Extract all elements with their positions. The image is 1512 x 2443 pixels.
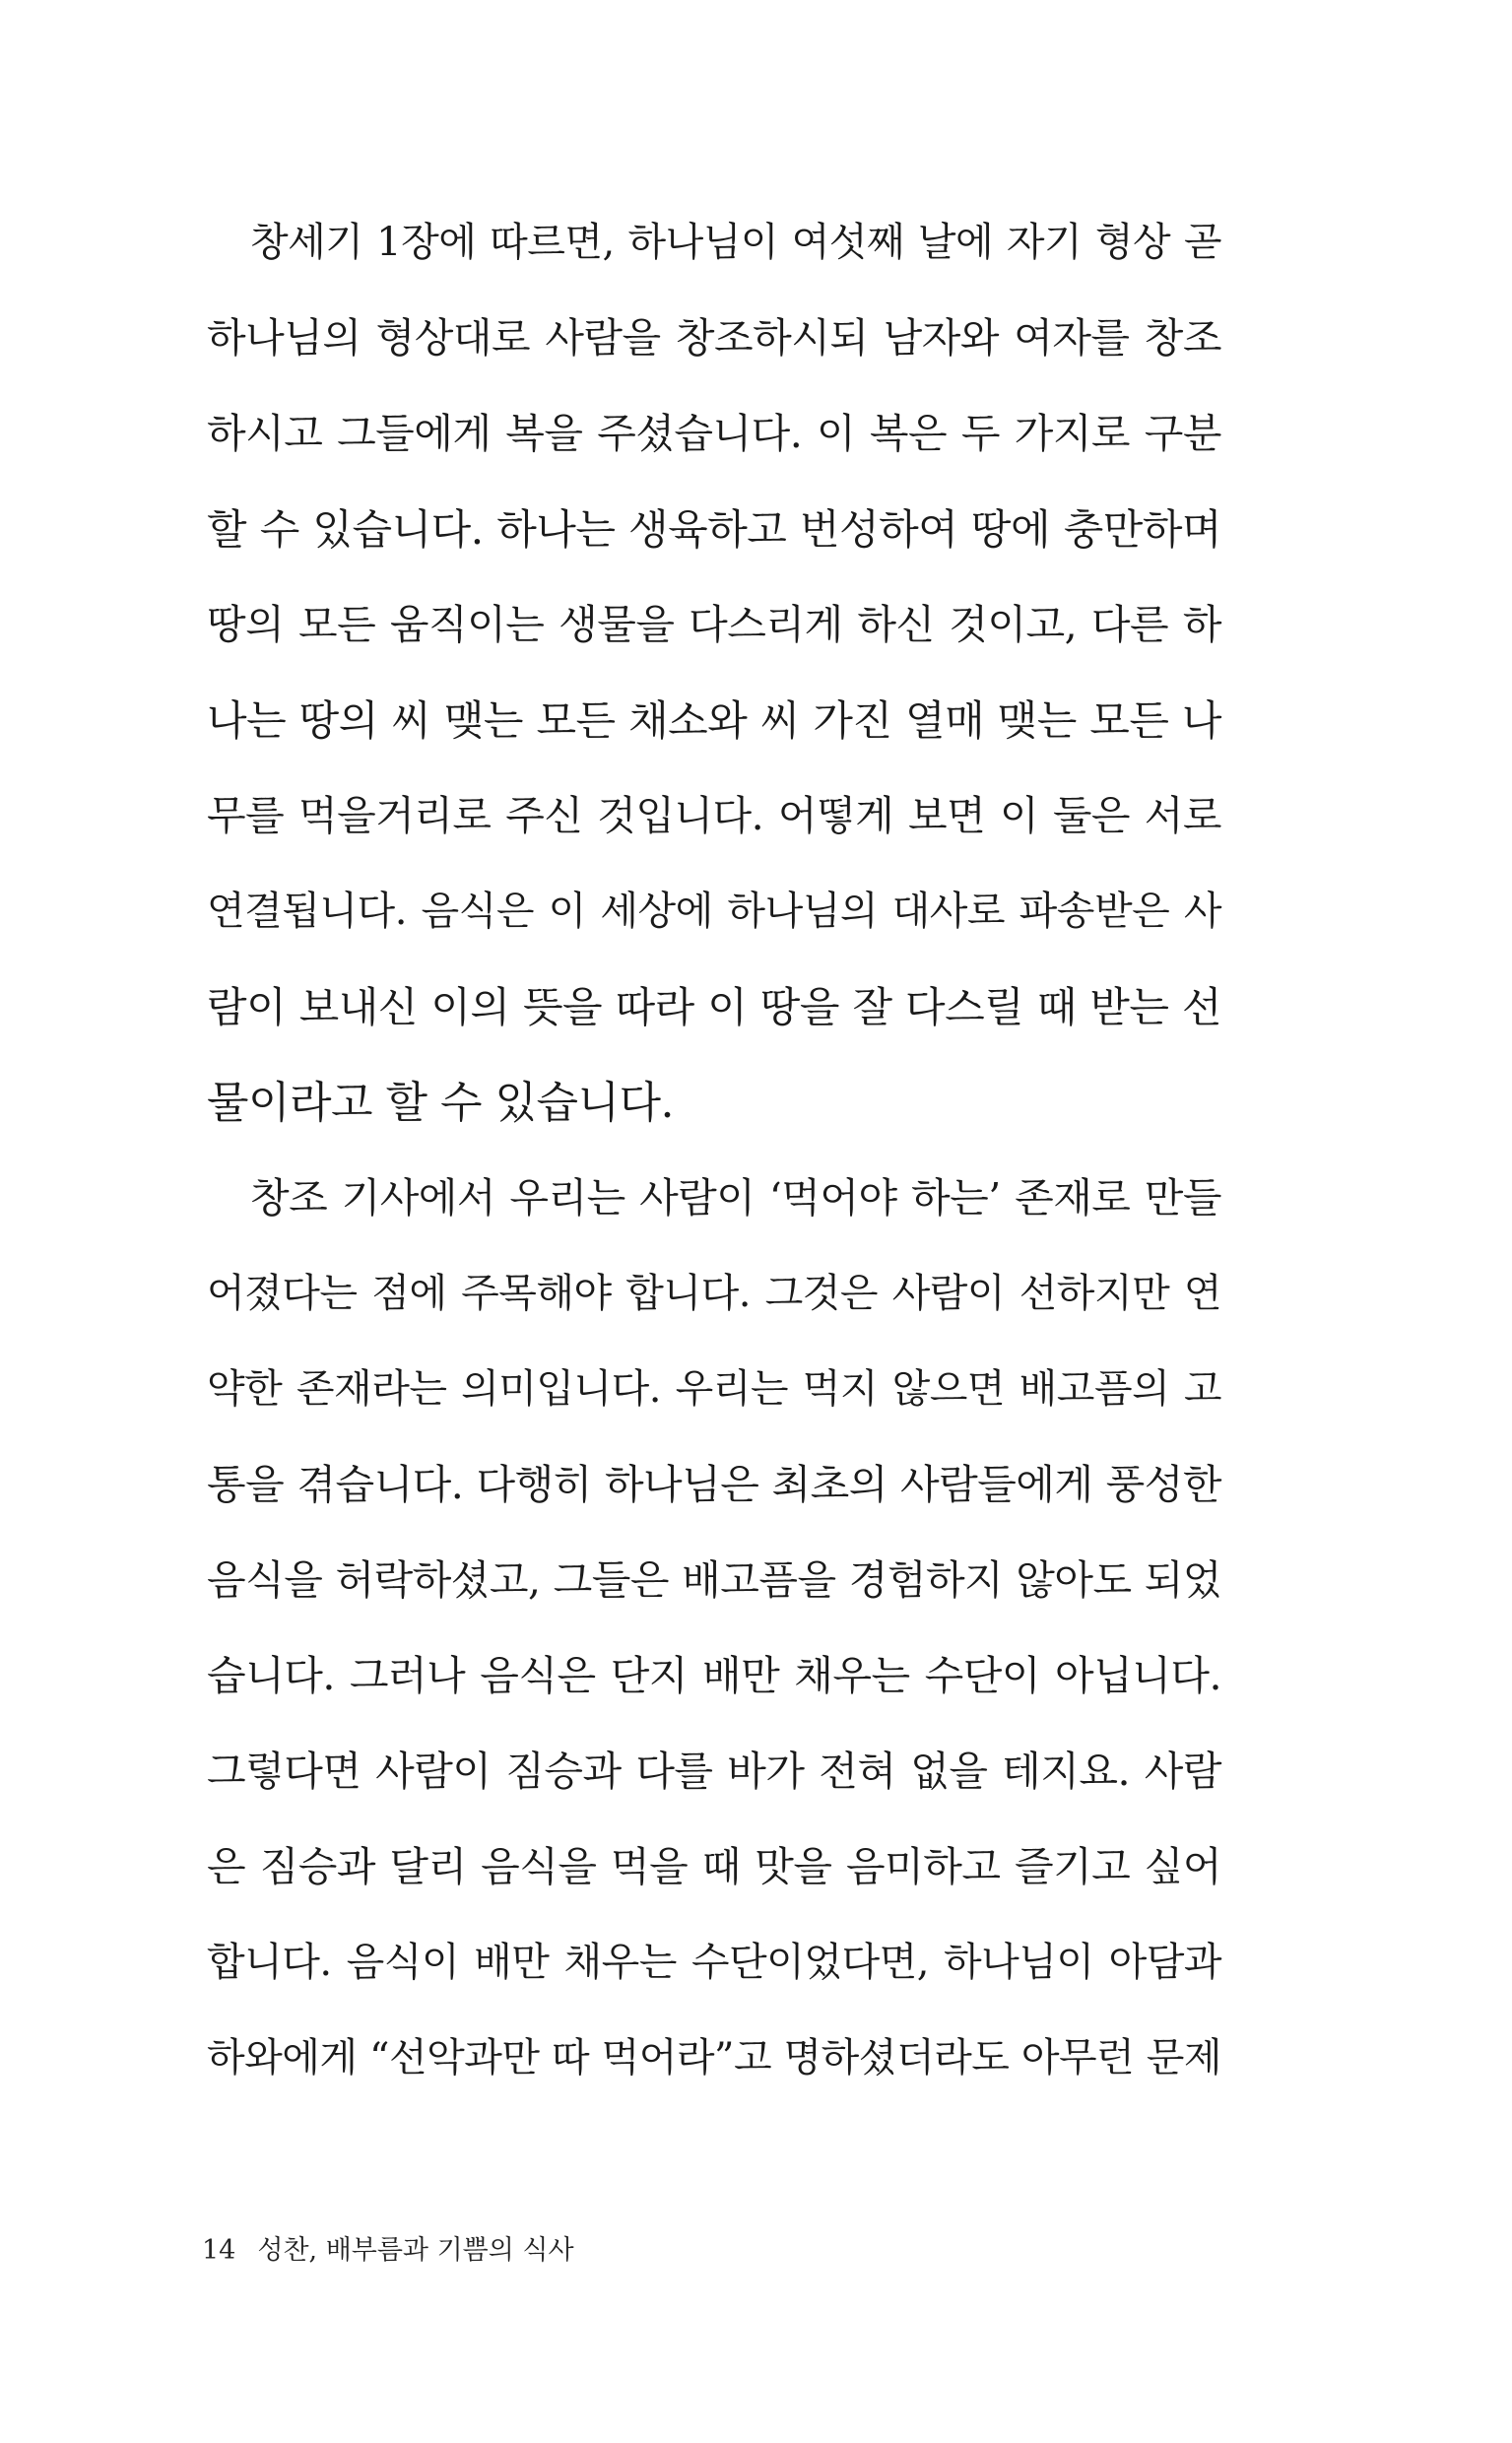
body-text: [207, 195, 1221, 2106]
text-line: 무를 먹을거리로 주신 것입니다. 어떻게 보면 이 둘은 서로: [207, 792, 1221, 839]
text-line: 하시고 그들에게 복을 주셨습니다. 이 복은 두 가지로 구분: [207, 410, 1221, 457]
text-line: 약한 존재라는 의미입니다. 우리는 먹지 않으면 배고픔의 고: [207, 1366, 1221, 1412]
running-title: 성찬, 배부름과 기쁨의 식사: [257, 2235, 574, 2266]
paragraph-1: [207, 195, 1221, 1151]
text-line: 통을 겪습니다. 다행히 하나님은 최초의 사람들에게 풍성한: [207, 1461, 1221, 1508]
text-line: 할 수 있습니다. 하나는 생육하고 번성하여 땅에 충만하며: [207, 505, 1221, 554]
text-line: 람이 보내신 이의 뜻을 따라 이 땅을 잘 다스릴 때 받는 선: [207, 983, 1221, 1031]
text-line: 창세기 1장에 따르면, 하나님이 여섯째 날에 자기 형상 곧: [250, 220, 1221, 265]
text-line: 음식을 허락하셨고, 그들은 배고픔을 경험하지 않아도 되었: [207, 1556, 1221, 1604]
text-line: 땅의 모든 움직이는 생물을 다스리게 하신 것이고, 다른 하: [207, 601, 1221, 648]
text-line: 연결됩니다. 음식은 이 세상에 하나님의 대사로 파송받은 사: [207, 889, 1221, 934]
paragraph-2: [207, 1151, 1221, 2106]
page-footer: [202, 2228, 574, 2267]
text-line: 은 짐승과 달리 음식을 먹을 때 맛을 음미하고 즐기고 싶어: [207, 1843, 1221, 1890]
text-line: 그렇다면 사람이 짐승과 다를 바가 전혀 없을 테지요. 사람: [207, 1748, 1221, 1795]
text-line: 창조 기사에서 우리는 사람이 ‘먹어야 하는’ 존재로 만들: [250, 1174, 1221, 1222]
text-line: 물이라고 할 수 있습니다.: [207, 1078, 674, 1128]
text-line: 습니다. 그러나 음식은 단지 배만 채우는 수단이 아닙니다.: [207, 1652, 1221, 1699]
text-line: 하나님의 형상대로 사람을 창조하시되 남자와 여자를 창조: [207, 314, 1221, 362]
text-line: 하와에게 “선악과만 따 먹어라”고 명하셨더라도 아무런 문제: [207, 2035, 1221, 2080]
text-line: 합니다. 음식이 배만 채우는 수단이었다면, 하나님이 아담과: [207, 1940, 1221, 1985]
text-line: 어졌다는 점에 주목해야 합니다. 그것은 사람이 선하지만 연: [207, 1271, 1221, 1316]
page-number: 14: [202, 2235, 236, 2266]
text-line: 나는 땅의 씨 맺는 모든 채소와 씨 가진 열매 맺는 모든 나: [207, 696, 1221, 745]
